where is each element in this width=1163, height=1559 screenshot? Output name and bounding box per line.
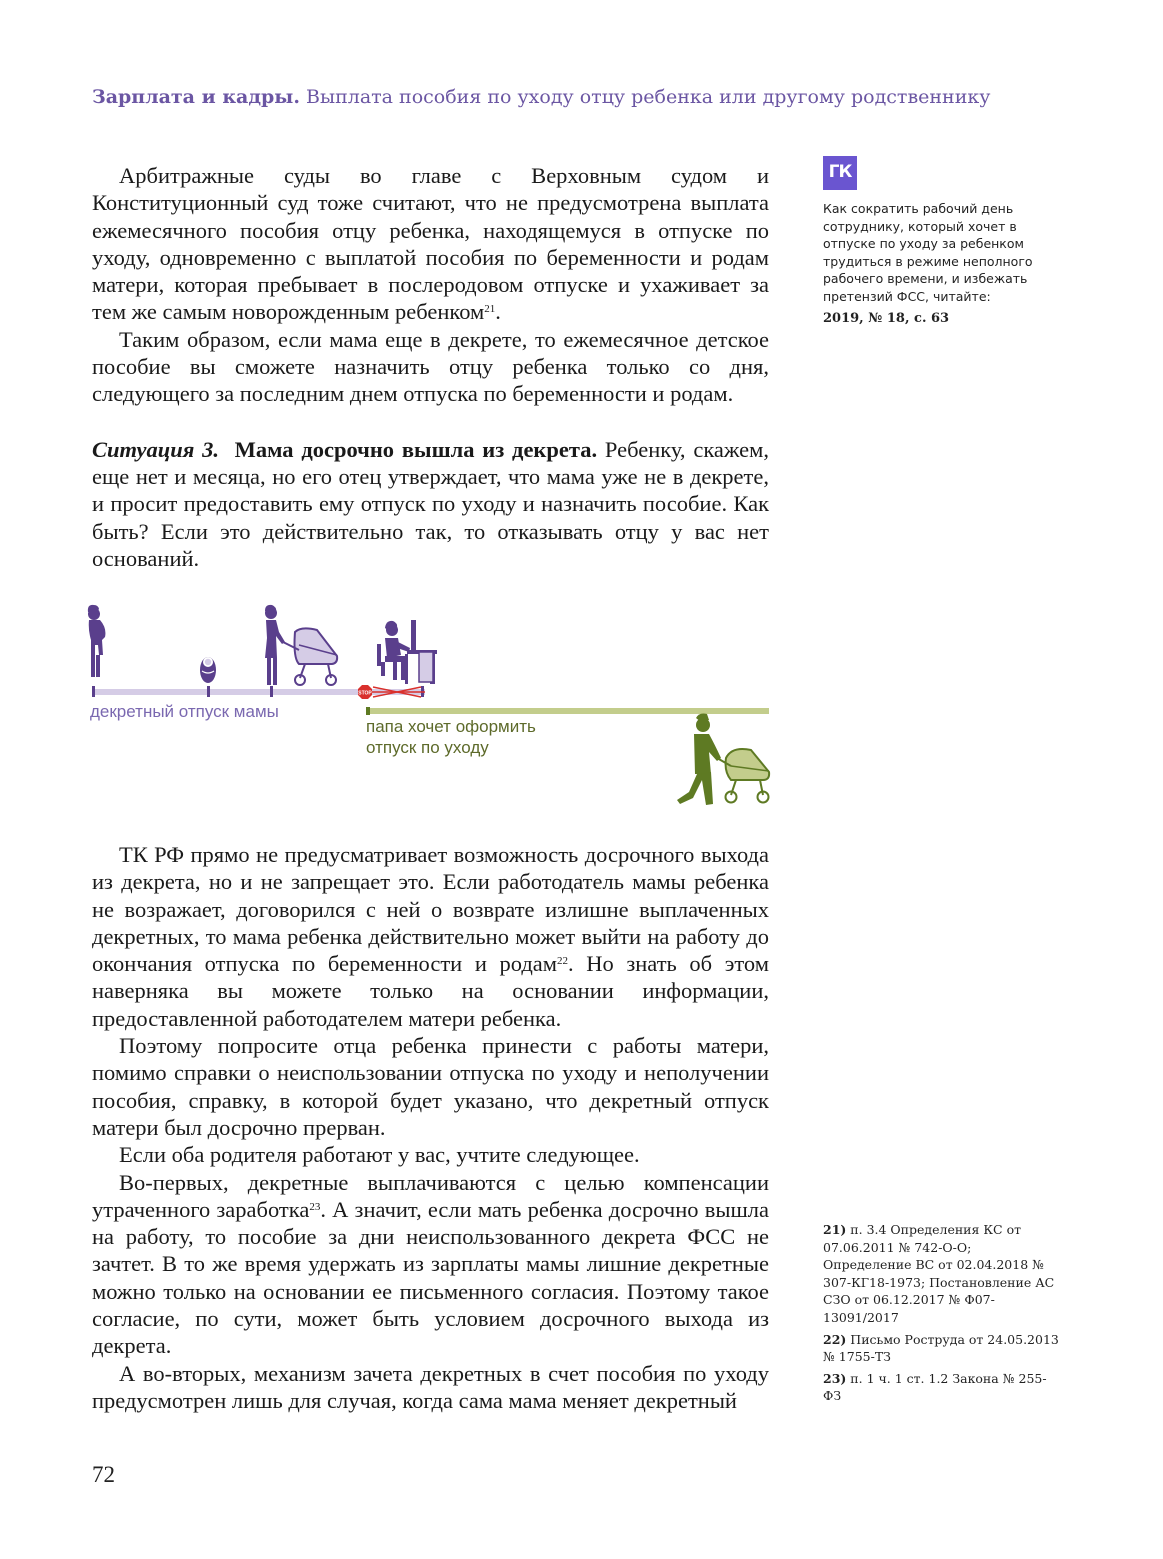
footnote (823, 1370, 1063, 1405)
paragraph: Если оба родителя работают у вас, учтите следующее. (119, 1142, 640, 1168)
sidebar-note (823, 156, 1053, 327)
footnote-number: 23) (823, 1370, 847, 1386)
paragraph-text: Во-первых, декретные выплачиваются с целью компенсации утраченного заработка (92, 1169, 769, 1222)
footnote-text: Письмо Роструда от 24.05.2013 № 1755-ТЗ (823, 1331, 1059, 1365)
dad-leave-label: папа хочет оформить отпуск по уходу (366, 717, 536, 757)
header-section: Зарплата и кадры. (92, 86, 300, 108)
header-title: Выплата пособия по уходу отцу ребенка или другому родственнику (306, 86, 991, 108)
main-text-top (92, 162, 769, 572)
pregnant-woman-icon (88, 605, 106, 677)
gk-logo-icon: ГК (823, 156, 857, 190)
footnote (823, 1331, 1063, 1366)
timeline-tick (207, 686, 210, 697)
sidebar-reference[interactable]: 2019, № 18, с. 63 (823, 310, 950, 326)
timeline-tick (92, 686, 95, 697)
paragraph: А во-вторых, механизм зачета декретных в счет пособия по уходу предусмотрен лишь для случая, когда сама мама меняет декретный (92, 1360, 769, 1413)
footnote-number: 21) (823, 1222, 847, 1237)
timeline-tick (366, 707, 370, 715)
main-text-bottom (92, 841, 769, 1414)
footnote-number: 22) (823, 1331, 847, 1347)
paragraph-end: . Но знать об этом наверняка вы можете только на основании информации, предоставленной работодателем матери ребенка. (92, 951, 769, 1031)
paragraph-end: . А значит, если мать ребенка досрочно вышла на работу, то пособие за дни неиспользованного декрета ФСС не зачтет. В то же время удержать из зарплаты мамы лишние декретные можно только на основании ее письменного согласия. Поэтому такое согласие, по сути, может быть условием досрочного выхода из декрета. (92, 1196, 769, 1359)
paragraph-text: ТК РФ прямо не предусматривает возможность досрочного выхода из декрета, но и не запрещает это. Если работодатель мамы ребенка не возражает, договорился с ней о возврате излишне выплаченных декретных, то мама ребенка действительно может выйти на работу до окончания отпуска по беременности и родам (92, 842, 769, 977)
footnote-ref-23[interactable]: 23 (309, 1200, 321, 1213)
timeline-illustration (85, 600, 775, 815)
stop-sign-text: STOP (358, 690, 372, 697)
footnote-text: п. 1 ч. 1 ст. 1.2 Закона № 255-ФЗ (823, 1370, 1047, 1404)
situation-label: Ситуация 3. (92, 436, 219, 462)
dad-timeline-bar (366, 708, 769, 714)
paragraph-end: . (495, 299, 501, 325)
paragraph (92, 841, 769, 1032)
page-number: 72 (92, 1462, 115, 1487)
footnote-ref-22[interactable]: 22 (557, 955, 569, 968)
footnote (823, 1221, 1063, 1327)
footnote-ref-21[interactable]: 21 (484, 303, 496, 316)
situation-title: Мама досрочно вышла из декрета. (234, 436, 598, 462)
sidebar-text: Как сократить рабочий день сотруднику, который хочет в отпуске по уходу за ребенком трудиться в режиме неполного рабочего времени, и избежать претензий ФСС, читайте: (823, 201, 1033, 304)
paragraph: Таким образом, если мама еще в декрете, то ежемесячное детское пособие вы сможете назначить отцу ребенка только со дня, следующего за последним днем отпуска по беременности и родам. (92, 326, 769, 407)
swaddled-baby-icon (200, 657, 216, 683)
footnote-text: п. 3.4 Определения КС от 07.06.2011 № 742-О-О; Определение ВС от 02.04.2018 № 307-КГ18-1973; Постановление АС СЗО от 06.12.2017 № Ф07-13091/2017 (823, 1222, 1055, 1325)
paragraph (92, 162, 769, 326)
man-with-stroller-icon (677, 714, 769, 806)
woman-with-stroller-icon (265, 605, 337, 685)
running-header (92, 84, 992, 110)
paragraph: Поэтому попросите отца ребенка принести с работы матери, помимо справки о неиспользовании отпуска по уходу и неполучении пособия, справку, в которой будет указано, что декретный отпуск матери был досрочно прерван. (92, 1033, 769, 1140)
paragraph-text: Арбитражные суды во главе с Верховным судом и Конституционный суд тоже считают, что не предусмотрена выплата ежемесячного пособия отцу ребенка, находящемуся в отпуске по уходу, одновременно с выплатой пособия по беременности и родам матери, которая пребывает в послеродовом отпуске и ухаживает за тем же самым новорожденным ребенком (92, 163, 769, 325)
timeline-tick (270, 686, 273, 697)
paragraph (92, 1169, 769, 1360)
footnotes (823, 1221, 1063, 1409)
situation-text: Ребенку, скажем, еще нет и месяца, но его отец утверждает, что мама уже не в декрете, и просит предоставить ему отпуск по уходу и назначить пособие. Как быть? Если это действительно так, то отказывать отцу у вас нет оснований. (92, 436, 769, 571)
mom-leave-label: декретный отпуск мамы (90, 702, 279, 721)
situation-paragraph (92, 436, 769, 572)
woman-at-computer-icon (377, 620, 437, 684)
